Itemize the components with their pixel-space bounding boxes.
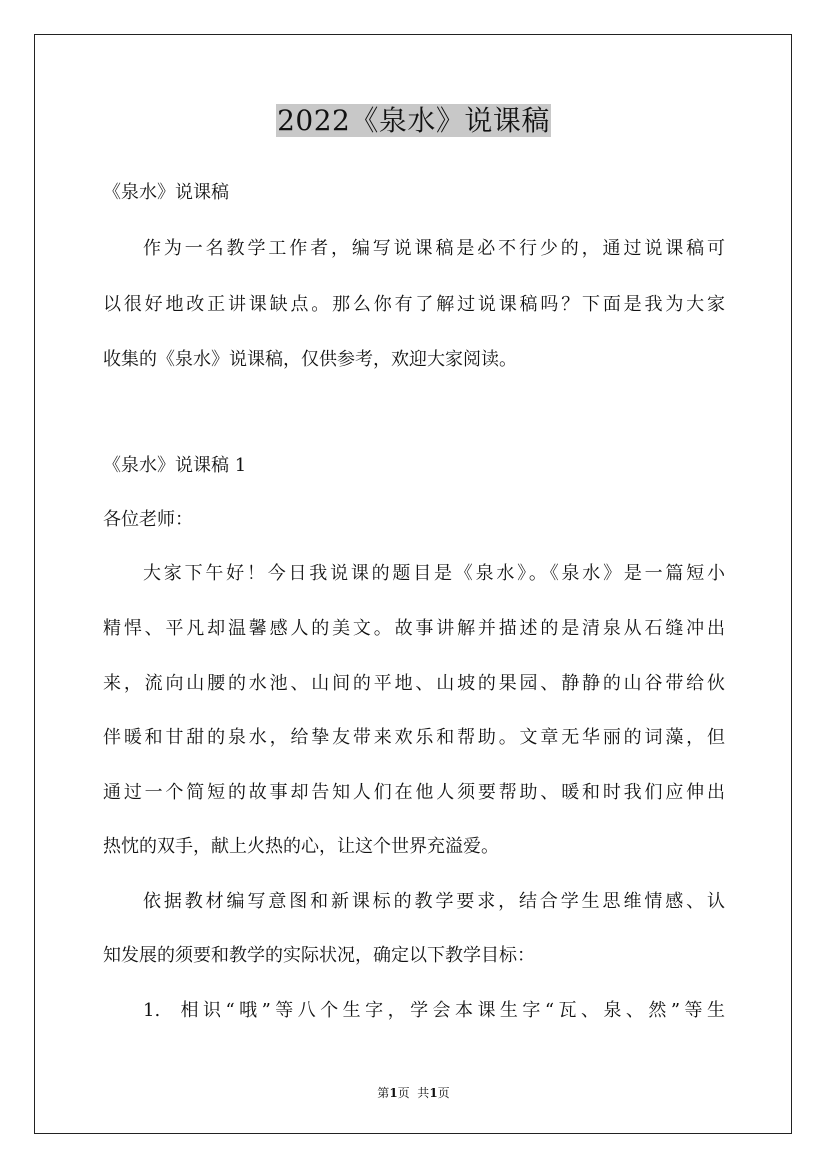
paragraph1-line-3: 来，流向山腰的水池、山间的平地、山坡的果园、静静的山谷带给伙: [103, 673, 725, 694]
document-title: 2022《泉水》说课稿: [277, 104, 550, 137]
paragraph2-line-2: 知发展的须要和教学的实际状况，确定以下教学目标：: [103, 945, 535, 966]
section-heading: 《泉水》说课稿 1: [103, 455, 247, 476]
intro-line-3: 收集的《泉水》说课稿，仅供参考，欢迎大家阅读。: [103, 349, 517, 370]
footer-page-suffix: 页: [437, 1086, 450, 1100]
paragraph1-line-4: 伴暖和甘甜的泉水，给挚友带来欢乐和帮助。文章无华丽的词藻，但: [103, 727, 725, 748]
intro-line-1: 作为一名教学工作者，编写说课稿是必不行少的，通过说课稿可: [143, 238, 725, 259]
document-title-container: [0, 100, 827, 142]
footer-page-mid: 页 共: [397, 1086, 430, 1100]
salutation: 各位老师：: [103, 509, 193, 530]
intro-line-2: 以很好地改正讲课缺点。那么你有了解过说课稿吗？下面是我为大家: [103, 294, 725, 315]
paragraph2-line-1: 依据教材编写意图和新课标的教学要求，结合学生思维情感、认: [143, 891, 725, 912]
page-footer: [0, 1084, 827, 1102]
paragraph1-line-6: 热忱的双手，献上火热的心，让这个世界充溢爱。: [103, 836, 499, 857]
paragraph1-line-1: 大家下午好！今日我说课的题目是《泉水》。《泉水》是一篇短小: [143, 563, 725, 584]
footer-page-current: 1: [389, 1086, 398, 1100]
footer-page-prefix: 第: [377, 1086, 390, 1100]
footer-page-total: 1: [429, 1086, 438, 1100]
subtitle: 《泉水》说课稿: [103, 182, 229, 203]
paragraph1-line-5: 通过一个简短的故事却告知人们在他人须要帮助、暖和时我们应伸出: [103, 782, 725, 803]
list-item-1: 1. 相识“哦”等八个生字，学会本课生字“瓦、泉、然”等生: [143, 1000, 725, 1021]
paragraph1-line-2: 精悍、平凡却温馨感人的美文。故事讲解并描述的是清泉从石缝冲出: [103, 618, 725, 639]
